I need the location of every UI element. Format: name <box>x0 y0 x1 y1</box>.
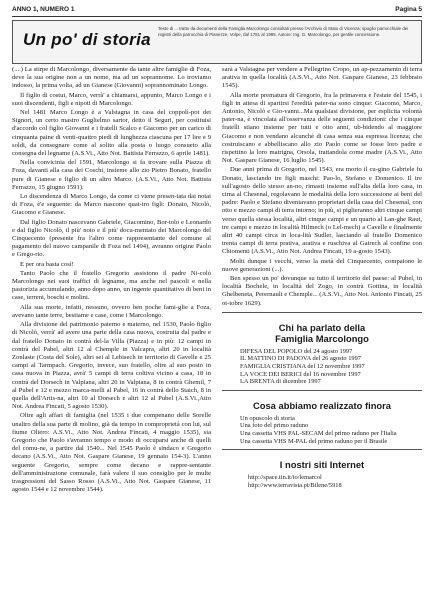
website-link[interactable]: http://www.terravista.pt/Bilene/5918 <box>248 482 342 490</box>
left-article-column <box>12 66 211 594</box>
page-number: Pagina 5 <box>395 5 422 13</box>
section-divider <box>222 390 422 391</box>
source-credit: Testo di ... tratto da documenti della Famiglia Marcolongo consultati presso l'Archivio di Stato di Vicenza; spoglio parrocchiale dei registri della parrocchia di Pianezze, Volpe, dal 1781 al 1995. Autore: Ing. G. Marcolongo, per gentile concessione. <box>158 26 409 37</box>
list-item: Una cassetta VHS PAL-SECAM del primo raduno per l'Italia <box>240 430 397 438</box>
article-paragraph: Alla morte prematura di Gregorio, fra la primavera e l'estate del 1545, i figli in attesa di spartirsi l'eredità pater-na sono cinque: Giacomo, Marco, Antonio, Nicolò e Gio-vanni...Ma qualsiasi divisione, per esplicita volontà pater-na, è vincolata all'osservanza delle seguenti condizioni: che i cinque fratelli stiano insieme per tutti e otto anni, ub-bidendo al maggiore Giacomo e non vendano alcunché di casa senza sua espressa licenza; che costruiscano e abbelliscano allo zio Paolo come se fosse loro padre e rispettino la loro matrigna, Orsola, trattandola come madre (A.S.Vi., Atto Not. Gaspare Gianese, 16 luglio 1545). <box>222 91 422 165</box>
section-divider <box>222 449 422 450</box>
article-paragraph: Due anni prima di Gregorio, nel 1543, era morto il cu-gino Gabriele fu Donato, lasciando tre figli maschi: Pao-lo, Stefano e Domenico. Il tre sull'agosto dello stesso an-no, rimasti insieme sull'alta della loro casa, in cima al Chesenal, regolavano le modalità della loro successione ai beni del padre: Paolo e Stefano diventavano proprietari della casa del Chesenal, con otto e mezzo campi di terra intorno; in più, si piglieranno altri cinque campi verso quella stessa località, altri cinque campi e un quarto al Lan-ghe Raut, tre campi e mezzo in località Hilmech (o Lel-mech) a Cavelle e finalmente altri 40 campi circa in loca-lità Sudler, lasciando al fratello Domenico trenta campi di terra prativa, arativa e ruschiva al Gairech al confine con Chiomenti (A.S.Vi., Atto Not. Andrea Fincati, 19 a-gosto 1543). <box>222 166 422 256</box>
article-paragraph: (....) La stirpe di Marcolongo, diversamente da tante altre famiglie di Foza, deve la sua origine non a un nome, ma ad un soprannome. Lo troviamo indosso, la prima volta, ad un Gianese (Giovanni) soprannominato Longo. <box>12 66 211 90</box>
list-item: Una foto del primo raduno <box>240 422 309 430</box>
article-paragraph: Ben spesso un po' dovunque su tutto il territorio del paese: al Pubel, in località Bochele, in località del Zogo, in contrà Gottina, in località Ghelbeneta, Perernault e Chemple... (A.S.Vi., Atto Not. Antonio Fincati, 25 ot-tobre 1629). <box>222 275 422 307</box>
websites-list <box>222 474 422 490</box>
article-paragraph: Alla sua morte, infatti, nessuno, ovvero ben poche fami-glie a Foza, avevano tante terre, bestiame e case, come i Marcolongo. <box>12 303 211 319</box>
website-link[interactable]: http://space.tin.it/io/lemarcol <box>248 474 322 482</box>
list-item: Una cassetta VHS M-PAL del primo raduno per il Brasile <box>240 437 388 445</box>
press-box-title <box>222 322 422 344</box>
section-divider <box>222 312 422 313</box>
article-paragraph: Nel 1481 Marco Longo è a Valstagna in casa del coppolì-pot dei Signori, un certo mastro Guglielmo sartor, detto il Seguri, per costituisi d'accordo col figlio Giovanni e i fratelli Scalco e Giacomo per un carico di cinquanta paine di venti-quattro piedi di lunghezza ciascuna per 17 lire e 9 soldi, da consegnare come al solito alla posta o luogo consueto alla consegna del legname (A.S.Vi., Atto Not. Battista Ferrazzo, 6 aprile 1481). <box>12 109 211 158</box>
article-paragraph: Nella convicinia del 1591, Marcolongo si fa trovare sulla Piazza di Foza, davanti alla casa dei Coschi, insieme allo zio Pietro Bonato, fratello pure di Gianese e figlio di un altro Marco. (A.S.Vi., Atto Not. Battista Ferrazzo, 15 giugno 1591). <box>12 159 211 191</box>
done-box-title: Cosa abbiamo realizzato finora <box>252 399 392 411</box>
article-paragraph: Molti dunque i vecchi, verso la metà del Cinquecento, compaiono le nuove generazioni (...). <box>222 257 422 273</box>
article-paragraph: Oltre agli affari di famiglia (nel 1535 i due compenano delle Sorelle unaltro della sua parte di molino, già da tempo in comproprietà con lui, sul fiume Oliero: A.S.Vi., Atto Not. Andrea Fincati, 4 maggio 1535), sia Gregorio che Paolo s'avranno tempo e modo di occuparsi anche di quelli del comu-ne, a partire dal 1540... Nel 1545 Paolo è sindaco e Gregorio decano (A.S.Vi., Atto Not. Gaspare Gianese, 19 gennaio 154-3). L'anno seguente Gregorio, sempre come decano e rappre-sentante dell'amministrazione comunale, farà valere il suo consiglio per le multe trasgressioni del Sasso Rosso (A.S.Vi., Atto Not. Gaspare Gianese, 11 agosto 1544 e 12 novembre 1544). <box>12 412 211 494</box>
links-box-title: I nostri siti Internet <box>279 459 365 471</box>
list-item: LA VOCE DEI BERICI del 16 novembre 1997 <box>240 370 361 378</box>
list-item: FAMIGLIA CRISTIANA del 12 novembre 1997 <box>240 363 365 371</box>
achievements-list <box>222 415 422 445</box>
list-item: LA BRENTA di dicembre 1997 <box>240 378 321 386</box>
list-item: DIFESA DEL POPOLO del 24 agosto 1997 <box>240 347 353 355</box>
article-paragraph: E per ora basta così! <box>20 260 74 268</box>
article-paragraph: sarà a Valstagna per vendere a Pellegrino Cropo, un ap-pezzamento di terra arativa in quella località (A.S.Vi., Atto Not. Gaspare Gianese, 23 febbraio 1545). <box>222 66 422 90</box>
article-paragraph: Lo discendenza di Marco Longo, da come ci viene presen-tata dai notai di Foza, è'e seguente: da Marco nascono quat-tro figli: Donato, Nicolò, Giacomo e Gianese. <box>12 193 211 217</box>
section-masthead <box>12 20 422 64</box>
article-paragraph: Dal figlio Donato nascevano Gabriele, Giacomino, Bor-tolo e Leonardo e dal figlio Nicolò, il più' noto e il più' docu-mentato dei Marcolongo del Cinquecento (presente fra l'altro come rappresentante del comune al pagamento del nuovo campanile di Foza nel 1494), avranno origine Paolo e Grego-rio. <box>12 218 211 259</box>
press-list <box>222 348 422 386</box>
article-paragraph: Alla divisione del patrimonio paterno e materno, nel 1530, Paolo figlio di Nicolò, verrà' ad avere una parte della casa nuova, costruita dal padre e dal fratello Donato in contrà del-la Villa (Piazza) e in più: 12 campi in contrà del Pabel, altri 12 al Chemple in Valcapra, altri 20 in località Zonlaste (Costa del Sole), altri sei al Lebisech in territorio di Gavelle e 25 campi al Tarmpach. Gregorio, invece, suo fratello, oltre al suo posto in casa nuova in Piazza, avrà' 5 campi di terra coltiva vicino a casa, 18 in contrà del Dorsech in Valpiana, altri 20 in Valpiana, 8 in contrà Ghemil, 7 al Pubel e 12 e mezzo marca-melli al Pabel, 16 in contrà dello Staich, 8 in quella dell'Artis-na, altri 10 al Dorsech e altri 12 al Pubel (A.S.Vi.,Atto Not. Andrea Fincati, 5 agosto 1530). <box>12 321 211 411</box>
running-head <box>12 3 422 15</box>
press-box-title-line: Chi ha parlato della <box>278 321 366 333</box>
right-article-column <box>222 66 422 594</box>
header-divider <box>12 16 422 17</box>
article-paragraph: Tanto Paolo che il fratello Gregorio assistono il padre Ni-colò Marcolongo nei suoi traffici di legname, ma anche nel pascoli e nella pastorizia accumulando, anno dopo anno, un ingente quantitativo di beni in case, terreni, boschi e molini. <box>12 269 211 302</box>
section-title: Un po' di storia <box>23 30 151 49</box>
issue-label: ANNO 1, NUMERO 1 <box>12 5 75 13</box>
list-item: Un opuscolo di storia <box>240 414 295 422</box>
press-box-title-line: Famiglia Marcolongo <box>275 332 369 344</box>
article-paragraph: Il figlio di costui, Marco, verrà' a chiamarsi, appunto, Marco Longo e i suoi discendenti, figli e nipoti di Marcolongo. <box>12 91 211 107</box>
list-item: IL MATTINO DI PADOVA del 26 agosto 1997 <box>240 355 362 363</box>
